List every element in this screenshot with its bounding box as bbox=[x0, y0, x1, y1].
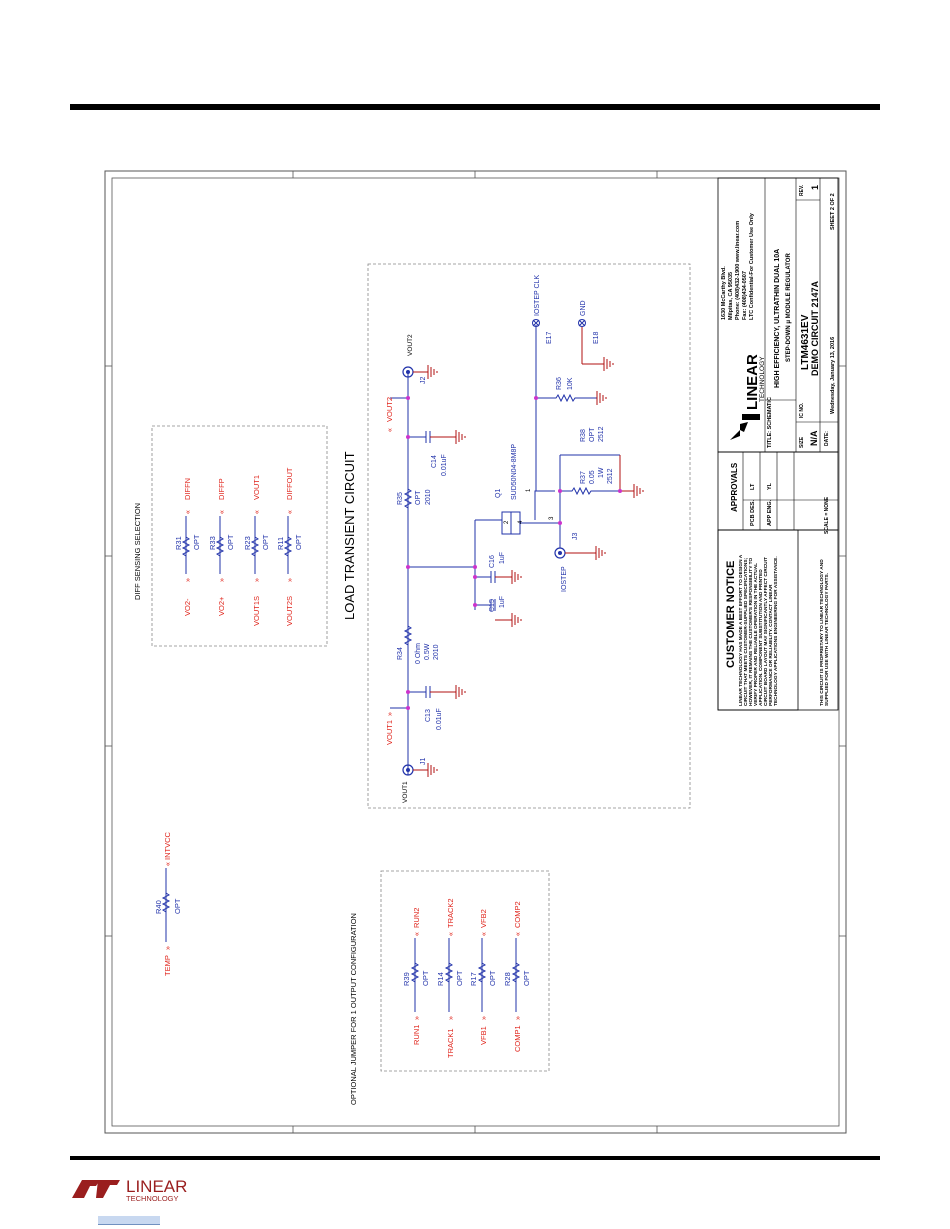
capacitor-c16 bbox=[475, 552, 521, 584]
mosfet-q1 bbox=[495, 444, 560, 548]
c15-value: 1uF bbox=[499, 595, 506, 608]
svg-text:»: » bbox=[287, 578, 294, 582]
approvals-app-val: YL bbox=[767, 482, 773, 490]
j2-ref: J2 bbox=[420, 376, 427, 384]
net-label-intvcc: INTVCC bbox=[163, 832, 172, 860]
net-label-diffout: DIFFOUT bbox=[285, 467, 294, 500]
capacitor-c13 bbox=[408, 685, 465, 730]
svg-text:«: « bbox=[287, 510, 294, 514]
svg-text:«: « bbox=[387, 428, 394, 432]
svg-text:Phone: (408)432-1900 www.line: Phone: (408)432-1900 www.linear.com bbox=[735, 220, 741, 320]
resistor-r36 bbox=[536, 377, 606, 405]
svg-text:«: « bbox=[165, 862, 172, 866]
q1-ref: Q1 bbox=[495, 488, 502, 498]
q1-pin2: 2 bbox=[504, 520, 510, 524]
r37-package: 2512 bbox=[607, 468, 614, 484]
r28-ref: R28 bbox=[503, 972, 512, 986]
sheet-number: SHEET 2 OF 2 bbox=[830, 193, 836, 230]
jumper-row-r17 bbox=[469, 909, 497, 1045]
r11-value: OPT bbox=[294, 534, 303, 550]
svg-text:Milpitas, CA 95035: Milpitas, CA 95035 bbox=[728, 271, 734, 320]
j3-ref: J3 bbox=[572, 532, 579, 540]
svg-text:»: » bbox=[387, 712, 394, 716]
net-label-load-vout2: VOUT2 bbox=[385, 396, 394, 422]
e18-label: GND bbox=[580, 300, 587, 316]
footer-linear-logo bbox=[70, 1168, 200, 1208]
svg-text:»: » bbox=[481, 1016, 488, 1020]
jumper-row-r39 bbox=[402, 908, 430, 1045]
j2-label: VOUT2 bbox=[407, 334, 414, 356]
r14-value: OPT bbox=[455, 970, 464, 986]
diff-row-r31 bbox=[174, 478, 201, 616]
e17-label: IOSTEP CLK bbox=[534, 274, 541, 316]
footer-brand-sub: TECHNOLOGY bbox=[126, 1194, 179, 1203]
svg-text:»: » bbox=[414, 1016, 421, 1020]
svg-text:Fax: (408)434-0507: Fax: (408)434-0507 bbox=[742, 271, 748, 320]
r31-ref: R31 bbox=[174, 536, 183, 550]
capacitor-c14 bbox=[408, 430, 465, 476]
svg-text:»: » bbox=[219, 578, 226, 582]
net-label-comp1: COMP1 bbox=[513, 1025, 522, 1052]
r33-value: OPT bbox=[226, 534, 235, 550]
c14-value: 0.01uF bbox=[441, 454, 448, 476]
title-label: TITLE: SCHEMATIC bbox=[767, 397, 773, 448]
r37-power: 1W bbox=[598, 467, 605, 478]
r28-value: OPT bbox=[522, 970, 531, 986]
net-label-vout1s: VOUT1S bbox=[252, 595, 261, 626]
title-block-logo bbox=[730, 354, 766, 440]
load-transient-box bbox=[368, 264, 690, 808]
r38-package: 2512 bbox=[598, 426, 605, 442]
approvals-pcb-des: PCB DES. bbox=[750, 500, 756, 526]
svg-text:«: « bbox=[254, 510, 261, 514]
linear-logo-mark bbox=[730, 422, 748, 440]
j1-label: VOUT1 bbox=[402, 781, 409, 803]
svg-text:«: « bbox=[515, 932, 522, 936]
rev-value: 1 bbox=[810, 184, 820, 190]
svg-text:»: » bbox=[254, 578, 261, 582]
net-label-track1: TRACK1 bbox=[446, 1028, 455, 1058]
q1-pin3: 3 bbox=[549, 516, 555, 520]
title-brand: LINEAR bbox=[744, 354, 761, 410]
diff-sense-title: DIFF SENSING SELECTION bbox=[133, 502, 142, 600]
r17-value: OPT bbox=[488, 970, 497, 986]
size-label: SIZE bbox=[799, 436, 805, 448]
footer-logo-mark bbox=[72, 1180, 100, 1198]
scale-value: SCALE = NONE bbox=[824, 496, 830, 534]
svg-text:»: » bbox=[448, 1016, 455, 1020]
svg-text:«: « bbox=[414, 932, 421, 936]
r40-ref: R40 bbox=[154, 900, 163, 914]
diff-row-r33 bbox=[208, 478, 235, 616]
footer-rule bbox=[70, 1156, 880, 1160]
notice-footer bbox=[819, 559, 830, 706]
notice-body bbox=[738, 554, 779, 706]
jumper-row-r28 bbox=[503, 901, 531, 1052]
net-label-comp2: COMP2 bbox=[513, 901, 522, 928]
ic-value: LTM4631EV bbox=[800, 314, 811, 370]
e17-ref: E17 bbox=[546, 331, 553, 344]
svg-text:CIRCUIT THAT MEETS CUSTOMER-SU: CIRCUIT THAT MEETS CUSTOMER-SUPPLIED SPECIFICATIONS; bbox=[744, 557, 749, 706]
footer-link[interactable] bbox=[98, 1216, 160, 1225]
svg-text:APPLICATION. COMPONENT SUBSTIT: APPLICATION. COMPONENT SUBSTITUTION AND PRINTED bbox=[759, 569, 764, 706]
r36-value: 10K bbox=[567, 377, 574, 390]
testpoint-e18 bbox=[579, 300, 614, 371]
size-value: N/A bbox=[809, 430, 819, 446]
net-label-track2: TRACK2 bbox=[446, 898, 455, 928]
temp-row-r40 bbox=[154, 832, 182, 977]
r14-ref: R14 bbox=[436, 972, 445, 986]
approvals-app-eng: APP ENG. bbox=[767, 499, 773, 526]
jumper-title: OPTIONAL JUMPER FOR 1 OUTPUT CONFIGURATION bbox=[349, 913, 358, 1105]
ic-label: IC NO. bbox=[799, 402, 805, 418]
svg-text:«: « bbox=[448, 932, 455, 936]
r31-value: OPT bbox=[192, 534, 201, 550]
connector-j1 bbox=[402, 758, 437, 804]
net-label-vfb2: VFB2 bbox=[479, 909, 488, 928]
svg-text:»: » bbox=[515, 1016, 522, 1020]
net-label-vout2s: VOUT2S bbox=[285, 595, 294, 626]
capacitor-c15 bbox=[475, 596, 521, 627]
demo-circuit: DEMO CIRCUIT 2147A bbox=[810, 280, 820, 376]
r35-ref: R35 bbox=[397, 492, 404, 505]
svg-text:1630 McCarthy Blvd.: 1630 McCarthy Blvd. bbox=[721, 266, 727, 320]
r39-ref: R39 bbox=[402, 972, 411, 986]
e18-ref: E18 bbox=[593, 331, 600, 344]
net-label-run1: RUN1 bbox=[412, 1024, 421, 1045]
date-label: DATE: bbox=[824, 431, 830, 446]
svg-text:SUPPLIED FOR USE WITH LINEAR T: SUPPLIED FOR USE WITH LINEAR TECHNOLOGY PARTS. bbox=[825, 572, 830, 706]
svg-text:CIRCUIT BOARD LAYOUT MAY SIGNI: CIRCUIT BOARD LAYOUT MAY SIGNIFICANTLY AFFECT CIRCUIT bbox=[764, 557, 769, 706]
svg-text:»: » bbox=[185, 578, 192, 582]
load-transient-title: LOAD TRANSIENT CIRCUIT bbox=[342, 451, 357, 620]
r37-ref: R37 bbox=[580, 471, 587, 484]
svg-text:«: « bbox=[185, 510, 192, 514]
r17-ref: R17 bbox=[469, 972, 478, 986]
svg-text:LINEAR TECHNOLOGY HAS MADE A B: LINEAR TECHNOLOGY HAS MADE A BEST EFFORT TO DESIGN A bbox=[739, 554, 744, 706]
r38-ref: R38 bbox=[580, 429, 587, 442]
date-value: Wednesday, January 13, 2016 bbox=[830, 336, 836, 414]
svg-text:HOWEVER, IT REMAINS THE CUSTOM: HOWEVER, IT REMAINS THE CUSTOMER'S RESPONSIBILITY TO bbox=[749, 557, 754, 706]
j1-ref: J1 bbox=[420, 757, 427, 765]
net-label-vout1: VOUT1 bbox=[252, 474, 261, 500]
resistor-r38 bbox=[580, 426, 605, 442]
resistor-r37 bbox=[560, 467, 621, 494]
r35-package: 2010 bbox=[425, 489, 432, 505]
approvals-pcb-val: LT bbox=[750, 483, 756, 490]
svg-text:«: « bbox=[219, 510, 226, 514]
net-label-run2: RUN2 bbox=[412, 907, 421, 928]
diff-row-r23 bbox=[243, 475, 270, 626]
jumper-row-r14 bbox=[436, 898, 464, 1058]
r36-ref: R36 bbox=[556, 377, 563, 390]
title-address bbox=[721, 212, 755, 320]
c14-ref: C14 bbox=[431, 455, 438, 468]
svg-text:PERFORMANCE OR RELIABILITY. CO: PERFORMANCE OR RELIABILITY. CONTACT LINEAR bbox=[769, 584, 774, 706]
j3-label: IOSTEP bbox=[561, 566, 568, 592]
r35-value: OPT bbox=[415, 490, 422, 505]
net-label-load-vout1: VOUT1 bbox=[385, 719, 394, 745]
diff-row-r11 bbox=[276, 467, 303, 626]
c15-ref: C15 bbox=[489, 599, 496, 612]
r40-value: OPT bbox=[173, 898, 182, 914]
svg-text:LTC Confidential-For Customer: LTC Confidential-For Customer Use Only bbox=[749, 213, 755, 320]
r11-ref: R11 bbox=[276, 536, 285, 550]
c16-ref: C16 bbox=[489, 555, 496, 568]
title-line-1: HIGH EFFICIENCY, ULTRATHIN DUAL 10A bbox=[774, 248, 781, 388]
connector-j2 bbox=[403, 334, 437, 384]
title-brand-sub: TECHNOLOGY bbox=[759, 356, 766, 402]
svg-text:»: » bbox=[165, 946, 172, 950]
svg-text:VERIFY PROPER AND RELIABLE OPE: VERIFY PROPER AND RELIABLE OPERATION IN THE ACTUAL bbox=[754, 562, 759, 706]
q1-part: SUD50N04-8M8P bbox=[511, 443, 518, 500]
net-label-vo2-minus: VO2- bbox=[183, 598, 192, 616]
r37-value: 0.05 bbox=[589, 470, 596, 484]
resistor-r35 bbox=[397, 489, 432, 508]
r34-ref: R34 bbox=[397, 647, 404, 660]
svg-text:TECHNOLOGY APPLICATIONS ENGINE: TECHNOLOGY APPLICATIONS ENGINEERING FOR ASSISTANCE. bbox=[774, 556, 779, 706]
q1-pin1: 1 bbox=[526, 488, 532, 492]
net-label-diffp: DIFFP bbox=[217, 478, 226, 500]
svg-text:THIS CIRCUIT IS PROPRIETARY TO: THIS CIRCUIT IS PROPRIETARY TO LINEAR TECHNOLOGY AND bbox=[820, 559, 825, 706]
r34-value: 0 Ohm bbox=[415, 642, 422, 664]
title-line-2: STEP-DOWN μ MODULE REGULATOR bbox=[786, 253, 792, 362]
approvals-title: APPROVALS bbox=[730, 462, 739, 512]
svg-text:«: « bbox=[481, 932, 488, 936]
net-label-vo2-plus: VO2+ bbox=[217, 596, 226, 616]
c13-value: 0.01uF bbox=[436, 708, 443, 730]
net-label-vfb1: VFB1 bbox=[479, 1026, 488, 1045]
rev-label: REV. bbox=[799, 184, 805, 196]
resistor-r34 bbox=[397, 626, 440, 664]
r23-ref: R23 bbox=[243, 536, 252, 550]
r38-value: OPT bbox=[589, 427, 596, 442]
net-label-temp: TEMP bbox=[163, 955, 172, 976]
r33-ref: R33 bbox=[208, 536, 217, 550]
r39-value: OPT bbox=[421, 970, 430, 986]
r34-power: 0.5W bbox=[424, 643, 431, 660]
c13-ref: C13 bbox=[425, 709, 432, 722]
connector-j3 bbox=[555, 533, 605, 593]
q1-pin4: 4 bbox=[518, 520, 524, 524]
r23-value: OPT bbox=[261, 534, 270, 550]
footer-brand: LINEAR bbox=[126, 1177, 188, 1196]
c16-value: 1uF bbox=[499, 551, 506, 564]
r34-package: 2010 bbox=[433, 644, 440, 660]
notice-title: CUSTOMER NOTICE bbox=[725, 560, 737, 668]
net-label-diffn: DIFFN bbox=[183, 477, 192, 500]
